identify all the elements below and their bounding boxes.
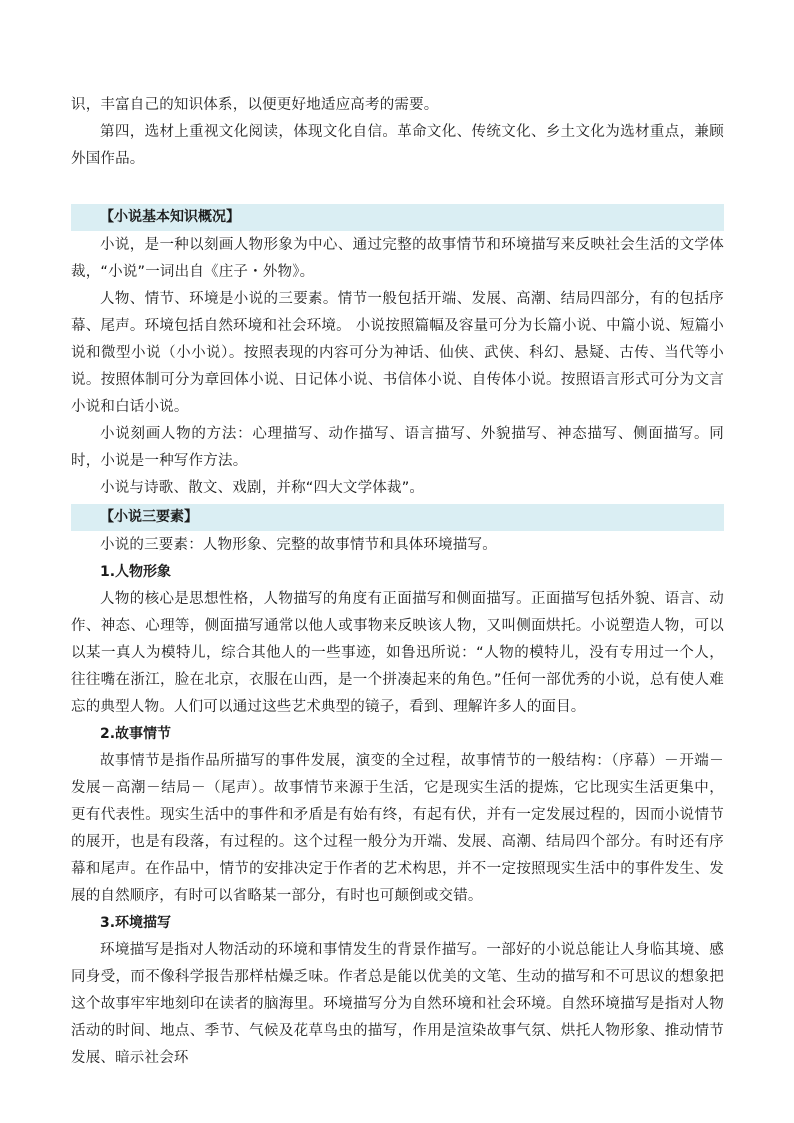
subheading-environment: 3.环境描写 (100, 915, 172, 931)
overview-paragraph-1: 小说，是一种以刻画人物形象为中心、通过完整的故事情节和环境描写来反映社会生活的文学体裁，“小说”一词出自《庄子・外物》。 (71, 237, 724, 280)
subheading-character: 1.人物形象 (100, 564, 172, 580)
spacer (71, 173, 724, 202)
overview-paragraph-4: 小说与诗歌、散文、戏剧，并称“四大文学体裁”。 (100, 480, 425, 496)
three-elements-intro: 小说的三要素：人物形象、完整的故事情节和具体环境描写。 (100, 537, 497, 553)
character-paragraph: 人物的核心是思想性格，人物描写的角度有正面描写和侧面描写。正面描写包括外貌、语言、动作、神态、心理等，侧面描写通常以他人或事物来反映该人物，又叫侧面烘托。小说塑造人物，可以以某一真人为模特儿，综合其他人的一些事迹，如鲁迅所说：“人物的模特儿，没有专用过一个人，往往嘴在浙江，脸在北京，衣服在山西，是一个拼凑起来的角色。”任何一部优秀的小说，总有使人难忘的典型人物。人们可以通过这些艺术典型的镜子，看到、理解许多人的面目。 (71, 591, 724, 715)
plot-paragraph: 故事情节是指作品所描写的事件发展，演变的全过程，故事情节的一般结构：（序幕）－开端－发展－高潮－结局－（尾声）。故事情节来源于生活，它是现实生活的提炼，它比现实生活更集中，更有代表性。现实生活中的事件和矛盾是有始有终，有起有伏，并有一定发展过程的，因而小说情节的展开，也是有段落，有过程的。这个过程一般分为开端、发展、高潮、结局四个部分。有时还有序幕和尾声。在作品中，情节的安排决定于作者的艺术构思，并不一定按照现实生活中的事件发生、发展的自然顺序，有时可以省略某一部分，有时也可颠倒或交错。 (71, 753, 724, 904)
section-heading-three-elements: 【小说三要素】 (71, 504, 724, 531)
overview-paragraph-3: 小说刻画人物的方法：心理描写、动作描写、语言描写、外貌描写、神态描写、侧面描写。同时，小说是一种写作方法。 (71, 426, 724, 469)
environment-paragraph: 环境描写是指对人物活动的环境和事情发生的背景作描写。一部好的小说总能让人身临其境、感同身受，而不像科学报告那样枯燥乏味。作者总是能以优美的文笔、生动的描写和不可思议的想象把这个故事牢牢地刻印在读者的脑海里。环境描写分为自然环境和社会环境。自然环境描写是指对人物活动的时间、地点、季节、气候及花草鸟虫的描写，作用是渲染故事气氛、烘托人物形象、推动情节发展、暗示社会环 (71, 942, 724, 1066)
intro-paragraph-1: 识，丰富自己的知识体系，以便更好地适应高考的需要。 (71, 97, 439, 113)
section-heading-novel-overview: 【小说基本知识概况】 (71, 204, 724, 231)
intro-paragraph-2: 第四，选材上重视文化阅读，体现文化自信。革命文化、传统文化、乡土文化为选材重点，兼顾外国作品。 (71, 124, 724, 167)
overview-paragraph-2: 人物、情节、环境是小说的三要素。情节一般包括开端、发展、高潮、结局四部分，有的包括序幕、尾声。环境包括自然环境和社会环境。 小说按照篇幅及容量可分为长篇小说、中篇小说、短篇小说和微型小说（小小说）。按照表现的内容可分为神话、仙侠、武侠、科幻、悬疑、古传、当代等小说。按照体制可分为章回体小说、日记体小说、书信体小说、自传体小说。按照语言形式可分为文言小说和白话小说。 (71, 291, 724, 415)
subheading-plot: 2.故事情节 (100, 726, 172, 742)
